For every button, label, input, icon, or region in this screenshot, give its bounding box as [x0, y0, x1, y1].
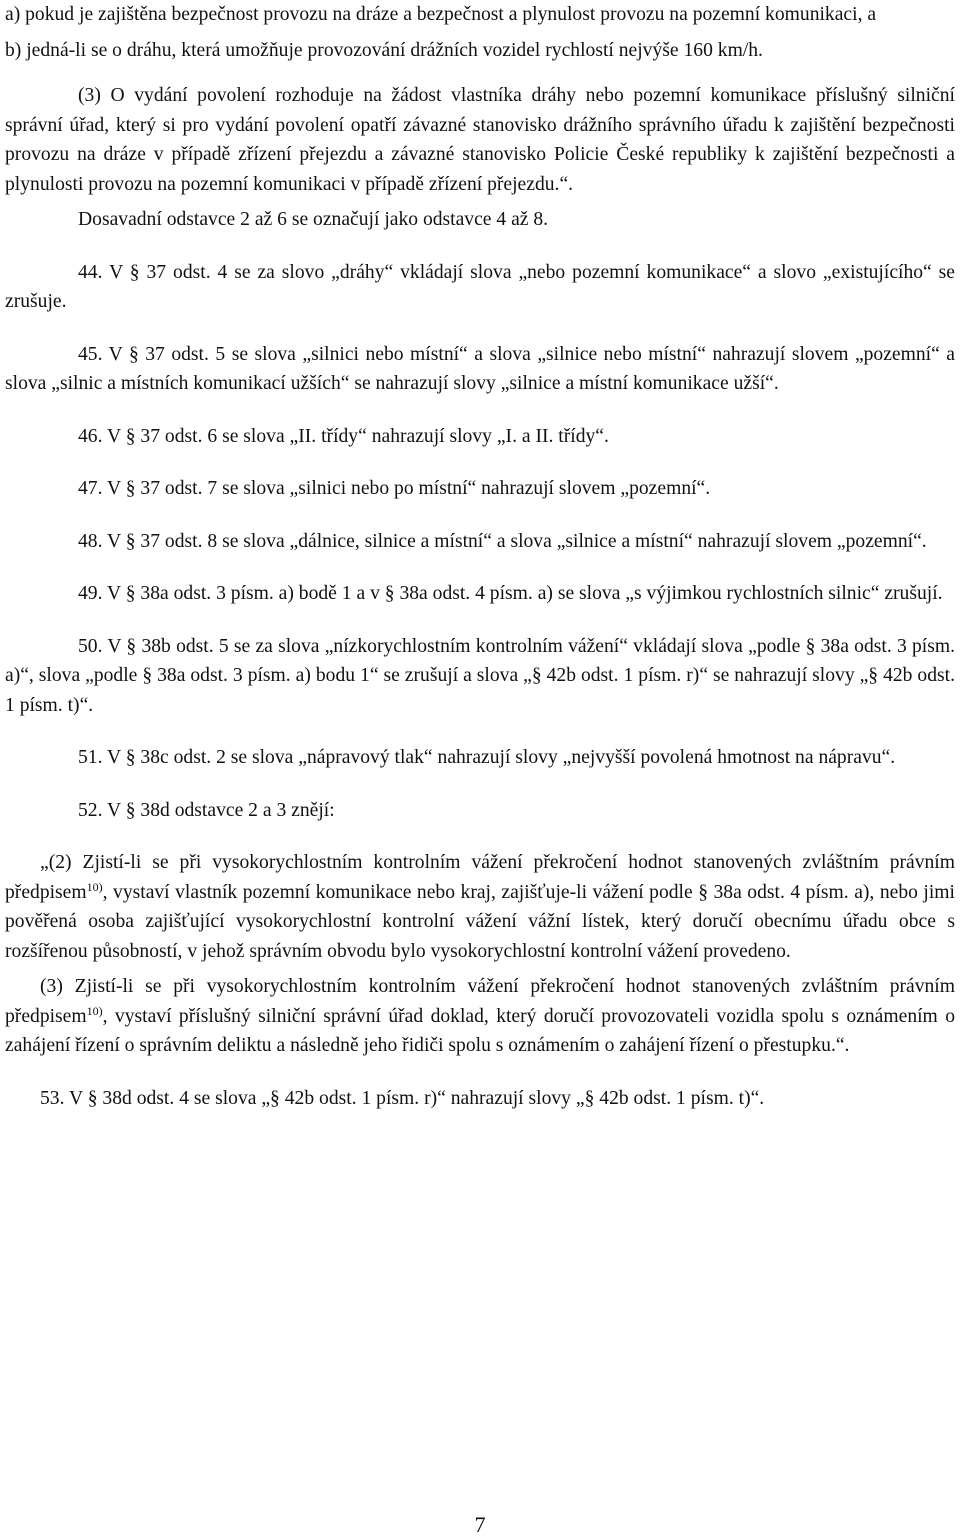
paragraph-3: (3) O vydání povolení rozhoduje na žádost vlastníka dráhy nebo pozemní komunikace příslušný silniční správní úřad, který si pro vydání povolení opatří závazné stanovisko drážního správního úřadu k zajištění bezpečnosti provozu na dráze v případě zřízení přejezdu a závazné stanovisko Policie České republiky k zajištění bezpečnosti a plynulosti provozu na pozemní komunikaci v případě zřízení přejezdu.“.: [5, 85, 955, 195]
item-52: 52. V § 38d odstavce 2 a 3 znějí:: [78, 799, 335, 821]
paragraph-b: b) jedná-li se o dráhu, která umožňuje provozování drážních vozidel rychlostí nejvýše 160 km/h.: [5, 39, 763, 61]
quoted-paragraph-3-text: (3) Zjistí-li se při vysokorychlostním kontrolním vážení překročení hodnot stanovených zvláštním právním předpisem: [5, 976, 955, 1027]
paragraph-renumbering: Dosavadní odstavce 2 až 6 se označují jako odstavce 4 až 8.: [78, 209, 549, 230]
item-46: 46. V § 37 odst. 6 se slova „II. třídy“ nahrazují slovy „I. a II. třídy“.: [78, 425, 609, 447]
item-53: 53. V § 38d odst. 4 se slova „§ 42b odst. 1 písm. r)“ nahrazují slovy „§ 42b odst. 1 písm. t)“.: [40, 1087, 765, 1109]
item-45: 45. V § 37 odst. 5 se slova „silnici nebo místní“ a slova „silnice nebo místní“ nahrazují slovem „pozemní“ a slova „silnic a místních komunikací užších“ se nahrazují slovy „silnice a místní komunikace užší“.: [5, 343, 955, 394]
quoted-paragraph-2-text: „(2) Zjistí-li se při vysokorychlostním kontrolním vážení překročení hodnot stanovených zvláštním právním předpisem: [5, 852, 955, 903]
quoted-paragraph-3: [5, 972, 955, 1061]
item-50: 50. V § 38b odst. 5 se za slova „nízkorychlostním kontrolním vážení“ vkládají slova „podle § 38a odst. 3 písm. a)“, slova „podle § 38a odst. 3 písm. a) bodu 1“ se zrušují a slova „§ 42b odst. 1 písm. r)“ se nahrazují slovy „§ 42b odst. 1 písm. t)“.: [5, 635, 955, 716]
quoted-paragraph-2-text-cont: , vystaví vlastník pozemní komunikace nebo kraj, zajišťuje-li vážení podle § 38a odst. 4 písm. a), nebo jimi pověřená osoba zajišťující vysokorychlostní kontrolní vážení vážní lístek, který doručí obecnímu úřadu obce s rozšířenou působností, v jehož správním obvodu bylo vysokorychlostní kontrolní vážení provedeno.: [5, 881, 955, 962]
item-51: 51. V § 38c odst. 2 se slova „nápravový tlak“ nahrazují slovy „nejvyšší povolená hmotnost na nápravu“.: [78, 747, 896, 768]
footnote-ref: 10): [86, 1003, 103, 1018]
item-47: 47. V § 37 odst. 7 se slova „silnici nebo po místní“ nahrazují slovem „pozemní“.: [78, 478, 711, 499]
footnote-ref: 10): [86, 879, 103, 894]
paragraph-a: a) pokud je zajištěna bezpečnost provozu na dráze a bezpečnost a plynulost provozu na pozemní komunikaci, a: [5, 4, 877, 25]
quoted-paragraph-2: [5, 848, 955, 966]
document-page: [5, 0, 955, 1113]
item-48: 48. V § 37 odst. 8 se slova „dálnice, silnice a místní“ a slova „silnice a místní“ nahrazují slovem „pozemní“.: [78, 530, 927, 552]
quoted-paragraph-3-text-cont: , vystaví příslušný silniční správní úřad doklad, který doručí provozovateli vozidla spolu s oznámením o zahájení řízení o správním deliktu a následně jeho řidiči spolu s oznámením o zahájení řízení o přestupku.“.: [5, 1005, 955, 1056]
item-49: 49. V § 38a odst. 3 písm. a) bodě 1 a v § 38a odst. 4 písm. a) se slova „s výjimkou rychlostních silnic“ zrušují.: [78, 583, 943, 604]
item-44: 44. V § 37 odst. 4 se za slovo „dráhy“ vkládají slova „nebo pozemní komunikace“ a slovo „existujícího“ se zrušuje.: [5, 261, 955, 312]
page-number: 7: [474, 1512, 486, 1537]
